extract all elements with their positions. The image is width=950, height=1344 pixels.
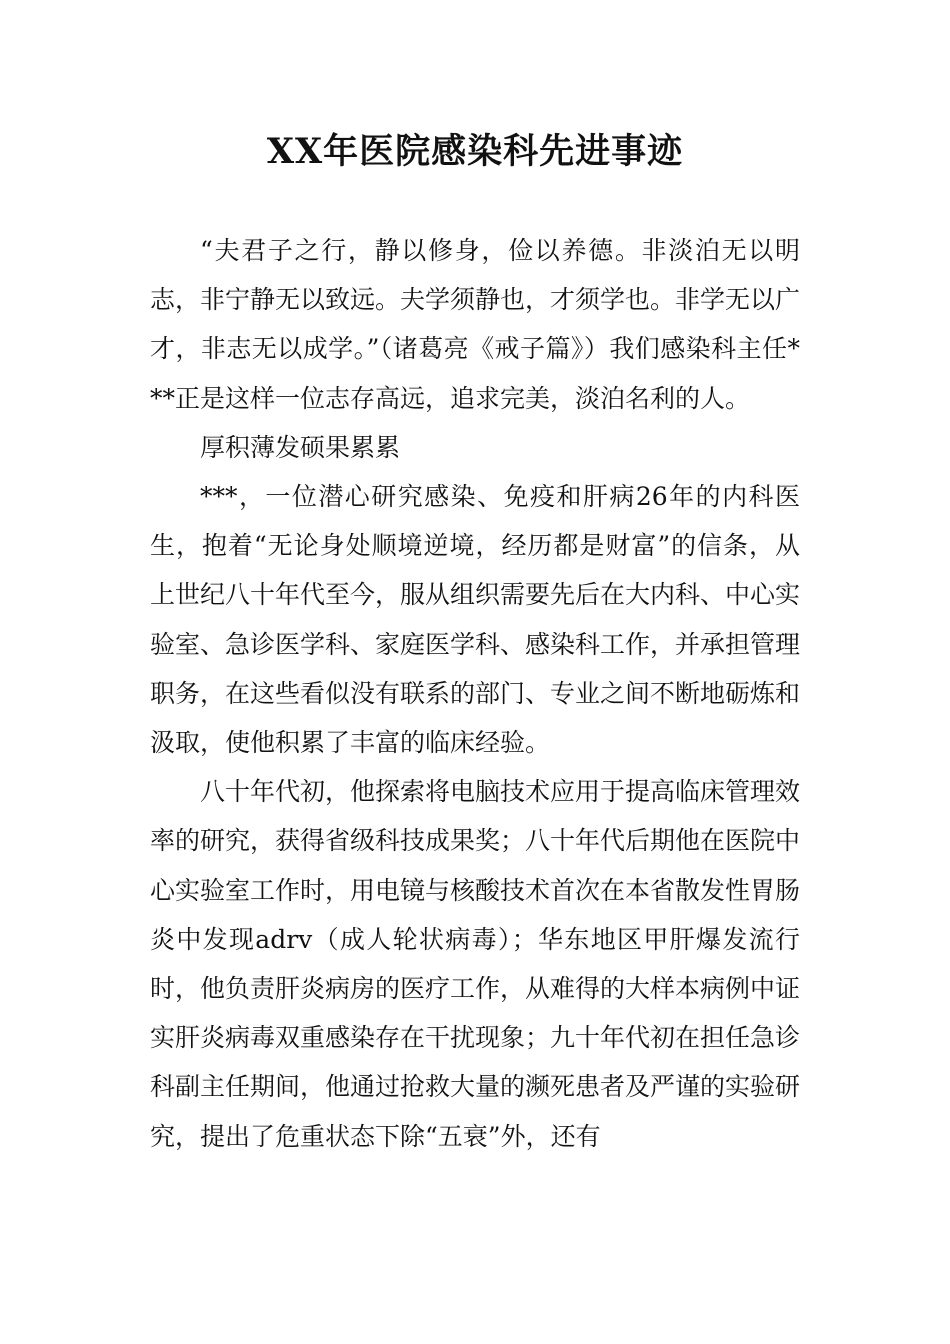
intro-paragraph: “夫君子之行，静以修身，俭以养德。非淡泊无以明志，非宁静无以致远。夫学须静也，才须学也。非学无以广才，非志无以成学。”（诸葛亮《戒子篇》）我们感染科主任***正是这样一位志存高远，追求完美，淡泊名利的人。 (150, 236, 801, 413)
document-body (150, 226, 800, 1161)
body-paragraph-career: ***，一位潜心研究感染、免疫和肝病26年的内科医生，抱着“无论身处顺境逆境，经历都是财富”的信条，从上世纪八十年代至今，服从组织需要先后在大内科、中心实验室、急诊医学科、家庭医学科、感染科工作，并承担管理职务，在这些看似没有联系的部门、专业之间不断地砺炼和汲取，使他积累了丰富的临床经验。 (150, 482, 801, 758)
section-heading: 厚积薄发硕果累累 (200, 432, 401, 462)
body-paragraph-research: 八十年代初，他探索将电脑技术应用于提高临床管理效率的研究，获得省级科技成果奖；八十年代后期他在医院中心实验室工作时，用电镜与核酸技术首次在本省散发性胃肠炎中发现adrv（成人轮状病毒）；华东地区甲肝爆发流行时，他负责肝炎病房的医疗工作，从难得的大样本病例中证实肝炎病毒双重感染存在干扰现象；九十年代初在担任急诊科副主任期间，他通过抢救大量的濒死患者及严谨的实验研究，提出了危重状态下除“五衰”外，还有 (150, 777, 801, 1151)
document-title: XX年医院感染科先进事迹 (266, 131, 684, 172)
